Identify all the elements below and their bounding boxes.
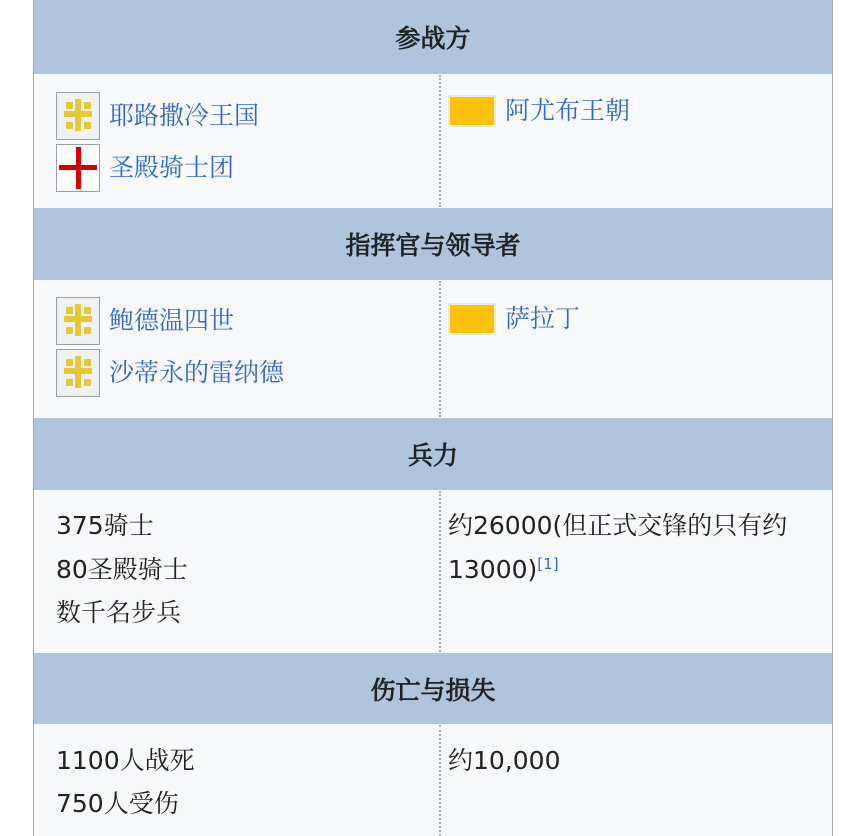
ayyubid-flag-icon	[448, 95, 496, 127]
strength-left	[34, 491, 439, 652]
section-header-strength	[34, 418, 832, 490]
commanders-left	[34, 281, 439, 417]
jerusalem-flag-icon	[56, 349, 100, 397]
strength-line: 80圣殿骑士	[56, 555, 188, 584]
strength-text: 13000)	[448, 555, 538, 584]
jerusalem-flag-icon	[56, 297, 100, 345]
section-header-casualties	[34, 653, 832, 724]
belligerents-row	[34, 75, 832, 207]
section-title: 伤亡与损失	[370, 675, 496, 705]
belligerent-link-templar[interactable]: 圣殿骑士团	[109, 153, 235, 182]
jerusalem-flag-icon	[56, 92, 100, 140]
commanders-row	[34, 281, 832, 417]
belligerent-item[interactable]	[448, 95, 630, 127]
casualties-left	[34, 725, 439, 836]
strength-line: 375骑士	[56, 511, 154, 540]
section-header-belligerents	[34, 0, 832, 74]
commander-link-baldwin[interactable]: 鲍德温四世	[109, 306, 235, 335]
commander-link-saladin[interactable]: 萨拉丁	[505, 304, 581, 333]
strength-right	[440, 491, 832, 652]
section-header-commanders	[34, 208, 832, 280]
belligerents-right	[440, 75, 832, 207]
strength-line: 约26000(但正式交锋的只有约	[448, 511, 788, 540]
section-title: 参战方	[395, 24, 471, 53]
belligerent-link-ayyubid[interactable]: 阿尤布王朝	[505, 96, 631, 125]
infobox	[33, 0, 833, 836]
casualties-row	[34, 725, 832, 836]
commanders-right	[440, 281, 832, 417]
commander-item[interactable]	[448, 303, 580, 335]
casualty-line: 750人受伤	[56, 789, 179, 818]
ayyubid-flag-icon	[448, 303, 496, 335]
section-title: 兵力	[407, 441, 458, 470]
section-title: 指挥官与领导者	[345, 231, 521, 260]
strength-row	[34, 491, 832, 652]
strength-line: 数千名步兵	[56, 598, 182, 627]
templar-flag-icon	[56, 144, 100, 192]
commander-link-raynald[interactable]: 沙蒂永的雷纳德	[109, 358, 285, 387]
strength-line-2	[448, 555, 559, 585]
casualty-line: 1100人战死	[56, 746, 195, 775]
commander-item[interactable]	[56, 349, 284, 397]
belligerent-link-jerusalem[interactable]: 耶路撒冷王国	[109, 101, 260, 130]
commander-item[interactable]	[56, 297, 234, 345]
casualties-right	[440, 725, 832, 836]
belligerents-left	[34, 75, 439, 207]
belligerent-item[interactable]	[56, 144, 234, 192]
reference-link[interactable]: [1]	[537, 555, 559, 573]
belligerent-item[interactable]	[56, 92, 259, 140]
casualty-line: 约10,000	[448, 746, 561, 775]
